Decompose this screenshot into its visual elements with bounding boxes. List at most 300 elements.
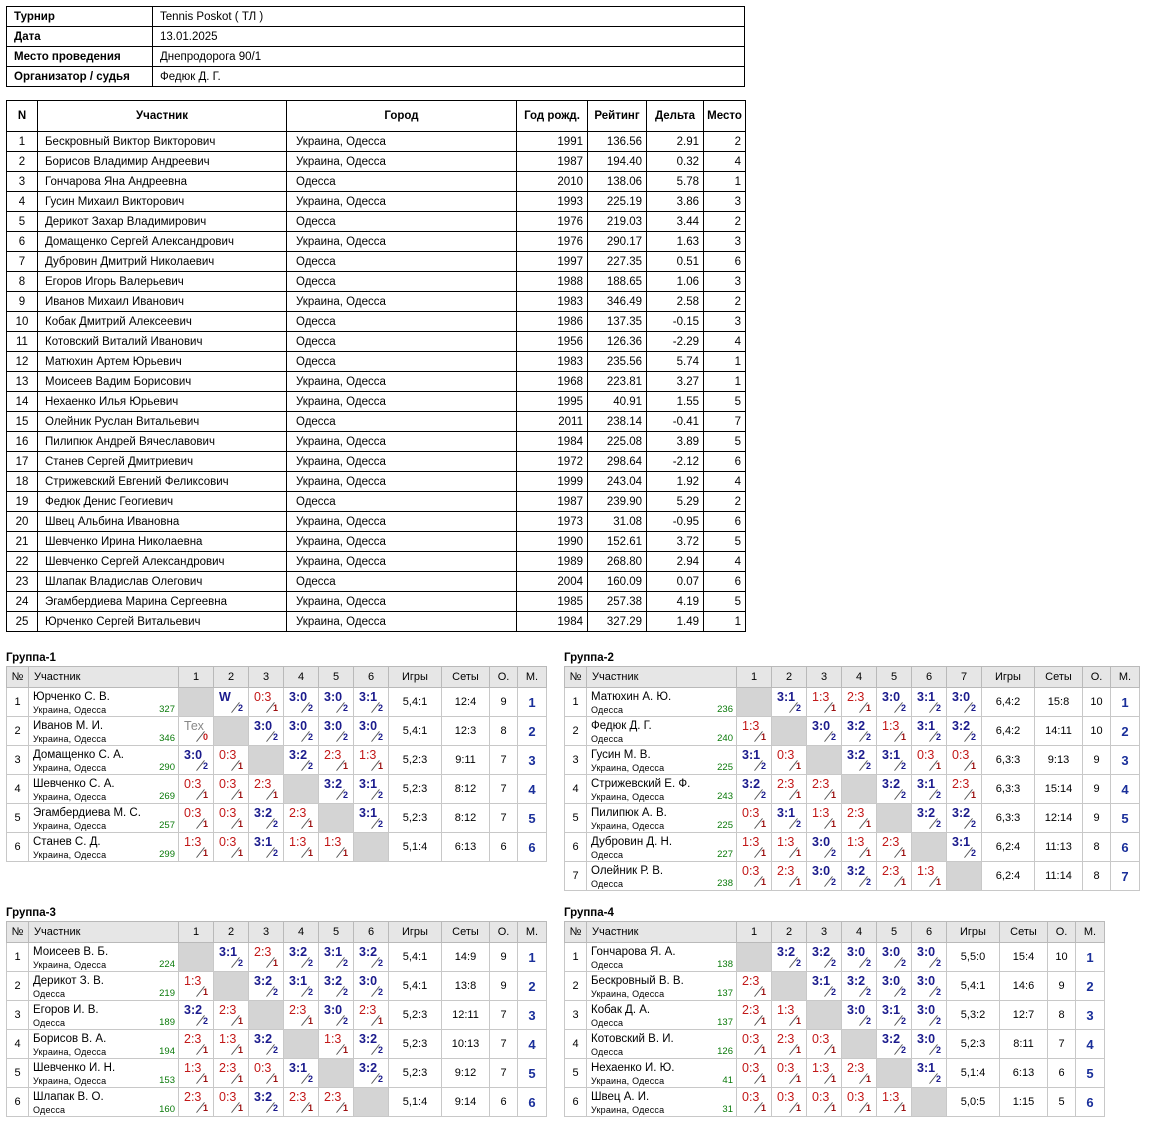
info-row	[7, 47, 745, 67]
player-name: Бескровный В. В.	[591, 975, 684, 987]
player-rating: 225	[717, 820, 733, 831]
group-player-row	[7, 1001, 547, 1030]
match-result-cell	[214, 1059, 249, 1088]
player-name: Шевченко С. А.	[33, 778, 115, 790]
info-row	[7, 7, 745, 27]
player-place: 6	[518, 833, 547, 862]
match-score: 3:0	[812, 719, 831, 733]
match-score: 3:1	[917, 719, 936, 733]
group-header-games: Игры	[947, 922, 1000, 943]
match-points: 1	[273, 1074, 279, 1084]
match-points: 1	[273, 703, 279, 713]
participant-cell: 1988	[517, 272, 588, 292]
match-points: 1	[203, 1103, 209, 1113]
player-cell	[29, 972, 179, 1001]
match-points: 2	[273, 848, 279, 858]
player-name: Кобак Д. А.	[591, 1004, 651, 1016]
match-points: 1	[203, 819, 209, 829]
player-place: 6	[1076, 1088, 1105, 1117]
match-points: 1	[971, 790, 977, 800]
match-score: 0:3	[812, 1032, 830, 1046]
participant-cell: 10	[7, 312, 38, 332]
participant-cell: Иванов Михаил Иванович	[38, 292, 287, 312]
participant-row	[7, 152, 746, 172]
participant-cell: 138.06	[588, 172, 647, 192]
row-number: 3	[565, 1001, 587, 1030]
match-score: 3:1	[917, 1061, 936, 1075]
match-points: 1	[796, 877, 802, 887]
match-score: 2:3	[777, 777, 795, 791]
group-player-row	[565, 943, 1105, 972]
match-score: 0:3	[219, 1090, 237, 1104]
participant-cell: Украина, Одесса	[287, 392, 517, 412]
match-score: 0:3	[742, 806, 760, 820]
participant-cell: Украина, Одесса	[287, 612, 517, 632]
match-score: 2:3	[882, 864, 900, 878]
match-points: 1	[971, 761, 977, 771]
participant-cell: 1983	[517, 352, 588, 372]
participant-row	[7, 272, 746, 292]
match-points: 1	[796, 790, 802, 800]
participant-cell: 13	[7, 372, 38, 392]
player-rating: 224	[159, 959, 175, 970]
player-points: 7	[1048, 1030, 1076, 1059]
participants-column-header: N	[7, 101, 38, 132]
participant-row	[7, 212, 746, 232]
match-points: 2	[308, 958, 314, 968]
match-score: 3:1	[254, 835, 273, 849]
match-score: 3:2	[289, 748, 308, 762]
match-points: 1	[831, 1103, 837, 1113]
match-points: 2	[308, 761, 314, 771]
match-score: 3:2	[359, 1061, 378, 1075]
participant-row	[7, 432, 746, 452]
match-points: 2	[866, 761, 872, 771]
match-score: 3:0	[359, 719, 378, 733]
participant-cell: Домащенко Сергей Александрович	[38, 232, 287, 252]
player-name: Шлапак В. О.	[33, 1091, 104, 1103]
match-result-cell	[877, 1001, 912, 1030]
match-score: 3:0	[359, 974, 378, 988]
self-match-cell	[947, 862, 982, 891]
match-result-cell	[947, 746, 982, 775]
self-match-cell	[912, 1088, 947, 1117]
match-result-cell	[354, 943, 389, 972]
match-score: 3:0	[882, 945, 901, 959]
match-result-cell	[877, 1030, 912, 1059]
match-score: 3:0	[289, 719, 308, 733]
match-score: 2:3	[847, 1061, 865, 1075]
match-points: 2	[971, 819, 977, 829]
match-score: 3:1	[359, 806, 378, 820]
match-points: 1	[761, 848, 767, 858]
player-rating: 238	[717, 878, 733, 889]
participant-cell: Одесса	[287, 172, 517, 192]
match-score: 2:3	[777, 864, 795, 878]
group-player-row	[7, 717, 547, 746]
match-points: 1	[238, 1045, 244, 1055]
match-result-cell	[737, 1088, 772, 1117]
match-points: 0	[203, 732, 209, 742]
row-number: 3	[565, 746, 587, 775]
group-header-games: Игры	[389, 922, 442, 943]
player-rating: 31	[722, 1104, 733, 1115]
participant-cell: 1.06	[647, 272, 704, 292]
match-result-cell	[912, 1001, 947, 1030]
match-result-cell	[737, 804, 772, 833]
match-points: 2	[831, 958, 837, 968]
match-score: 2:3	[219, 1003, 237, 1017]
match-score: 1:3	[289, 835, 307, 849]
group-3	[6, 906, 547, 1117]
group-header-opponent-number: 5	[877, 667, 912, 688]
match-points: 1	[238, 848, 244, 858]
player-rating: 138	[717, 959, 733, 970]
match-result-cell	[737, 972, 772, 1001]
player-place: 5	[1076, 1059, 1105, 1088]
match-score: 2:3	[289, 1003, 307, 1017]
match-score: 3:2	[254, 1032, 273, 1046]
match-result-cell	[912, 1030, 947, 1059]
player-points: 9	[1083, 746, 1111, 775]
player-name: Матюхин А. Ю.	[591, 691, 672, 703]
match-result-cell	[772, 1030, 807, 1059]
match-points: 2	[343, 958, 349, 968]
match-result-cell	[284, 804, 319, 833]
match-points: 2	[901, 1045, 907, 1055]
match-points: 2	[866, 987, 872, 997]
match-score: 0:3	[847, 1090, 865, 1104]
player-sets: 9:13	[1035, 746, 1083, 775]
player-place: 1	[518, 943, 547, 972]
match-result-cell	[842, 972, 877, 1001]
match-result-cell	[284, 1088, 319, 1117]
match-points: 2	[866, 1016, 872, 1026]
self-match-cell	[249, 746, 284, 775]
player-points: 7	[490, 746, 518, 775]
player-points: 9	[490, 688, 518, 717]
player-cell	[29, 833, 179, 862]
match-score: 3:2	[254, 806, 273, 820]
participant-cell: 2	[704, 212, 746, 232]
player-points: 6	[490, 833, 518, 862]
group-player-row	[565, 717, 1140, 746]
participant-cell: 3	[704, 272, 746, 292]
match-result-cell	[842, 717, 877, 746]
player-city: Одесса	[591, 705, 624, 715]
row-number: 6	[7, 833, 29, 862]
match-result-cell	[354, 688, 389, 717]
match-points: 1	[761, 1016, 767, 1026]
participant-row	[7, 412, 746, 432]
participant-cell: Украина, Одесса	[287, 232, 517, 252]
player-games: 6,2:4	[982, 833, 1035, 862]
participant-cell: 152.61	[588, 532, 647, 552]
match-points: 1	[308, 848, 314, 858]
player-rating: 41	[722, 1075, 733, 1086]
participant-cell: 12	[7, 352, 38, 372]
player-rating: 225	[717, 762, 733, 773]
participant-cell: 3	[704, 232, 746, 252]
match-points: 1	[273, 958, 279, 968]
group-header-games: Игры	[389, 667, 442, 688]
player-rating: 299	[159, 849, 175, 860]
match-result-cell	[912, 775, 947, 804]
player-city: Украина, Одесса	[33, 792, 107, 802]
group-header-participant: Участник	[29, 667, 179, 688]
participant-cell: 1983	[517, 292, 588, 312]
group-player-row	[565, 833, 1140, 862]
tournament-info-table	[6, 6, 745, 87]
match-result-cell	[354, 775, 389, 804]
player-name: Федюк Д. Г.	[591, 720, 652, 732]
group-header-points: О.	[490, 922, 518, 943]
match-points: 1	[831, 790, 837, 800]
match-result-cell	[877, 717, 912, 746]
player-name: Юрченко С. В.	[33, 691, 110, 703]
player-rating: 126	[717, 1046, 733, 1057]
participant-cell: Украина, Одесса	[287, 552, 517, 572]
match-result-cell	[842, 833, 877, 862]
participant-cell: 4	[704, 472, 746, 492]
match-points: 2	[796, 703, 802, 713]
participant-cell: 17	[7, 452, 38, 472]
self-match-cell	[354, 1088, 389, 1117]
participant-cell: 3	[704, 192, 746, 212]
match-score: 1:3	[777, 835, 795, 849]
match-score: 3:2	[254, 974, 273, 988]
participant-cell: 2	[704, 132, 746, 152]
participant-cell: 227.35	[588, 252, 647, 272]
match-points: 1	[901, 877, 907, 887]
info-row	[7, 27, 745, 47]
match-score: 3:0	[917, 1003, 936, 1017]
participant-cell: 2.91	[647, 132, 704, 152]
player-sets: 8:12	[442, 804, 490, 833]
self-match-cell	[877, 804, 912, 833]
participant-row	[7, 192, 746, 212]
group-header-opponent-number: 2	[214, 922, 249, 943]
match-score: 1:3	[184, 835, 202, 849]
match-points: 2	[901, 761, 907, 771]
match-result-cell	[772, 862, 807, 891]
player-points: 8	[490, 717, 518, 746]
match-result-cell	[249, 1059, 284, 1088]
participant-cell: 0.07	[647, 572, 704, 592]
player-place: 4	[1076, 1030, 1105, 1059]
match-score: 3:2	[184, 1003, 203, 1017]
match-points: 2	[378, 1045, 384, 1055]
match-points: 2	[901, 790, 907, 800]
match-result-cell	[772, 833, 807, 862]
player-games: 5,2:3	[947, 1030, 1000, 1059]
participant-cell: 1995	[517, 392, 588, 412]
participant-cell: Моисеев Вадим Борисович	[38, 372, 287, 392]
match-score: 1:3	[184, 974, 202, 988]
match-result-cell	[772, 746, 807, 775]
match-score: 2:3	[289, 1090, 307, 1104]
group-header-opponent-number: 2	[772, 922, 807, 943]
participant-cell: Одесса	[287, 332, 517, 352]
player-games: 6,4:2	[982, 688, 1035, 717]
match-score: 3:0	[952, 690, 971, 704]
match-result-cell	[912, 943, 947, 972]
player-name: Котовский В. И.	[591, 1033, 674, 1045]
match-score: 3:2	[952, 719, 971, 733]
match-result-cell	[179, 972, 214, 1001]
match-points: 1	[901, 732, 907, 742]
participant-row	[7, 612, 746, 632]
match-score: 0:3	[777, 748, 795, 762]
group-player-row	[565, 746, 1140, 775]
match-score: 3:0	[847, 945, 866, 959]
match-score: 3:1	[917, 690, 936, 704]
participant-cell: 31.08	[588, 512, 647, 532]
participant-row	[7, 312, 746, 332]
group-header-row	[7, 922, 547, 943]
player-name: Гусин М. В.	[591, 749, 651, 761]
player-place: 2	[1076, 972, 1105, 1001]
participant-cell: 346.49	[588, 292, 647, 312]
match-score: 3:2	[777, 945, 796, 959]
match-points: 2	[273, 1103, 279, 1113]
match-result-cell	[877, 862, 912, 891]
participant-cell: Шевченко Сергей Александрович	[38, 552, 287, 572]
participant-cell: 8	[7, 272, 38, 292]
match-points: 2	[971, 703, 977, 713]
player-games: 6,2:4	[982, 862, 1035, 891]
row-number: 5	[565, 1059, 587, 1088]
row-number: 3	[7, 746, 29, 775]
match-points: 2	[936, 732, 942, 742]
match-score: 3:2	[847, 719, 866, 733]
group-player-row	[565, 862, 1140, 891]
match-result-cell	[179, 804, 214, 833]
match-score: 0:3	[219, 777, 237, 791]
group-header-no: №	[565, 922, 587, 943]
match-score: 1:3	[812, 806, 830, 820]
participant-cell: 2	[704, 492, 746, 512]
participants-column-header: Рейтинг	[588, 101, 647, 132]
match-points: 1	[378, 1016, 384, 1026]
participant-cell: 11	[7, 332, 38, 352]
participant-cell: Украина, Одесса	[287, 452, 517, 472]
match-score: 2:3	[742, 1003, 760, 1017]
row-number: 6	[565, 833, 587, 862]
match-result-cell	[214, 1030, 249, 1059]
self-match-cell	[319, 1059, 354, 1088]
group-header-points: О.	[1048, 922, 1076, 943]
match-result-cell	[214, 804, 249, 833]
player-name: Домащенко С. А.	[33, 749, 125, 761]
match-result-cell	[354, 746, 389, 775]
player-games: 6,3:3	[982, 746, 1035, 775]
participant-cell: Стрижевский Евгений Феликсович	[38, 472, 287, 492]
participants-column-header: Город	[287, 101, 517, 132]
match-points: 1	[238, 790, 244, 800]
match-result-cell	[772, 775, 807, 804]
player-cell	[587, 972, 737, 1001]
player-cell	[587, 1001, 737, 1030]
match-points: 1	[936, 761, 942, 771]
group-title: Группа-4	[564, 907, 614, 919]
player-games: 5,2:3	[389, 1059, 442, 1088]
participant-cell: 25	[7, 612, 38, 632]
match-result-cell	[249, 1030, 284, 1059]
match-result-cell	[877, 775, 912, 804]
participant-cell: 6	[704, 512, 746, 532]
participant-cell: 1984	[517, 432, 588, 452]
player-place: 7	[1111, 862, 1140, 891]
player-city: Одесса	[33, 989, 66, 999]
participant-cell: Борисов Владимир Андреевич	[38, 152, 287, 172]
match-result-cell	[319, 717, 354, 746]
match-result-cell	[284, 746, 319, 775]
match-points: 1	[308, 1103, 314, 1113]
match-points: 2	[936, 703, 942, 713]
group-header-opponent-number: 3	[807, 922, 842, 943]
group-header-place: М.	[1111, 667, 1140, 688]
match-points: 1	[761, 1103, 767, 1113]
player-place: 2	[1111, 717, 1140, 746]
match-score: 3:1	[952, 835, 971, 849]
info-value: Tennis Poskot ( ТЛ )	[153, 7, 745, 27]
match-score: 3:2	[742, 777, 761, 791]
row-number: 3	[7, 1001, 29, 1030]
player-name: Станев С. Д.	[33, 836, 101, 848]
player-city: Украина, Одесса	[33, 960, 107, 970]
group-header-no: №	[7, 667, 29, 688]
player-sets: 11:14	[1035, 862, 1083, 891]
self-match-cell	[877, 1059, 912, 1088]
player-sets: 10:13	[442, 1030, 490, 1059]
player-sets: 15:4	[1000, 943, 1048, 972]
player-points: 7	[490, 1030, 518, 1059]
row-number: 1	[565, 943, 587, 972]
participant-row	[7, 172, 746, 192]
match-points: 1	[238, 761, 244, 771]
match-score: 3:2	[359, 1032, 378, 1046]
group-header-participant: Участник	[587, 667, 737, 688]
match-result-cell	[179, 833, 214, 862]
participant-cell: 219.03	[588, 212, 647, 232]
participant-cell: 2.58	[647, 292, 704, 312]
participant-cell: 14	[7, 392, 38, 412]
group-header-points: О.	[490, 667, 518, 688]
player-cell	[587, 804, 737, 833]
player-city: Украина, Одесса	[33, 1076, 107, 1086]
player-city: Украина, Одесса	[591, 821, 665, 831]
participant-cell: 23	[7, 572, 38, 592]
match-points: 2	[971, 732, 977, 742]
match-score: 3:1	[882, 1003, 901, 1017]
match-points: 2	[936, 1045, 942, 1055]
match-result-cell	[354, 804, 389, 833]
participant-cell: Дубровин Дмитрий Николаевич	[38, 252, 287, 272]
info-label: Турнир	[7, 7, 153, 27]
player-games: 5,2:3	[389, 746, 442, 775]
row-number: 7	[565, 862, 587, 891]
participant-row	[7, 532, 746, 552]
participant-cell: Нехаенко Илья Юрьевич	[38, 392, 287, 412]
group-header-opponent-number: 4	[842, 667, 877, 688]
match-result-cell	[179, 717, 214, 746]
match-score: 3:1	[359, 690, 378, 704]
player-games: 6,3:3	[982, 804, 1035, 833]
participant-cell: Кобак Дмитрий Алексеевич	[38, 312, 287, 332]
match-points: 2	[238, 958, 244, 968]
player-points: 10	[1048, 943, 1076, 972]
